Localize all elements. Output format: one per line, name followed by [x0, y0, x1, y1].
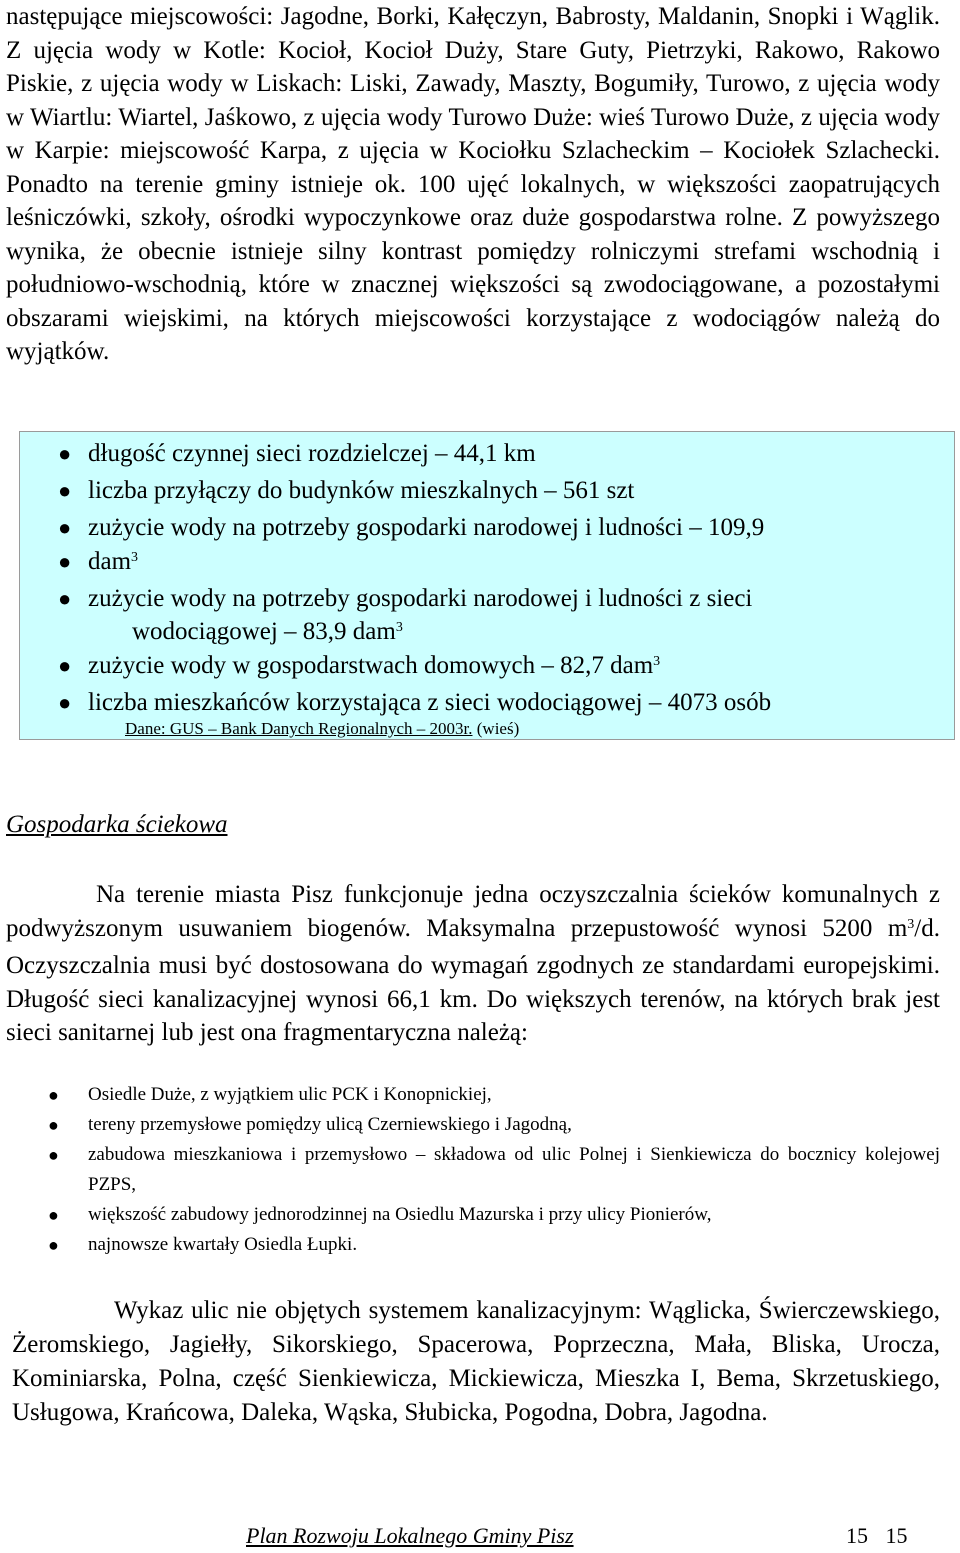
bullet-icon: ●: [58, 515, 72, 540]
unsewered-areas-list: [0, 1080, 940, 1260]
data-source-note: Dane: GUS – Bank Danych Regionalnych – 2003r. (wieś): [125, 719, 520, 738]
list-item: ● tereny przemysłowe pomiędzy ulicą Czerniewskiego i Jagodną,: [0, 1110, 940, 1140]
bullet-icon: ●: [58, 441, 72, 466]
list-item: ● Osiedle Duże, z wyjątkiem ulic PCK i Konopnickiej,: [0, 1080, 940, 1110]
bullet-icon: ●: [58, 690, 72, 715]
bullet-icon: ●: [48, 1145, 59, 1165]
list-item: ● najnowsze kwartały Osiedla Łupki.: [0, 1230, 940, 1260]
bullet-icon: ●: [58, 549, 72, 574]
bullet-icon: ●: [48, 1085, 59, 1105]
bullet-icon: ●: [58, 653, 72, 678]
paragraph-sewage: Na terenie miasta Pisz funkcjonuje jedna oczyszczalnia ścieków komunalnych z podwyższonym usuwaniem biogenów. Maksymalna przepustowość wynosi 5200 $m^3/d$. Oczyszczalnia musi być dostosowana do wymagań zgodnych ze standardami europejskimi. Długość sieci kanalizacyjnej wynosi 66,1 km. Do większych terenów, na których brak jest sieci sanitarnej lub jest ona fragmentaryczna należą:: [6, 881, 940, 1046]
footer-title: Plan Rozwoju Lokalnego Gminy Pisz: [246, 1523, 574, 1548]
list-item: ● większość zabudowy jednorodzinnej na Osiedlu Mazurska i przy ulicy Pionierów,: [0, 1200, 940, 1230]
bullet-icon: ●: [48, 1235, 59, 1255]
bullet-icon: ●: [48, 1205, 59, 1225]
bullet-icon: ●: [58, 478, 72, 503]
section-heading: Gospodarka ściekowa: [6, 811, 228, 838]
bullet-icon: ●: [48, 1115, 59, 1135]
paragraph-water-intakes: następujące miejscowości: Jagodne, Borki, Kałęczyn, Babrosty, Maldanin, Snopki i Wąglik. Z ujęcia wody w Kotle: Kocioł, Kocioł Duży, Stare Guty, Pietrzyki, Rakowo, Rakowo Piskie, z ujęcia wody w Liskach: Liski, Zawady, Maszty, Bogumiły, Turowo, z ujęcia wody w Wiartlu: Wiartel, Jaśkowo, z ujęcia wody Turowo Duże: wieś Turowo Duże, z ujęcia wody w Karpie: miejscowość Karpa, z ujęcia w Kociołku Szlacheckim – Kociołek Szlachecki. Ponadto na terenie gminy istnieje ok. 100 ujęć lokalnych, w większości zaopatrujących leśniczówki, szkoły, ośrodki wypoczynkowe oraz duże gospodarstwa rolne. Z powyższego wynika, że obecnie istnieje silny kontrast pomiędzy rolniczymi strefami wschodnią i południowo-wschodnią, które w znacznej większości są zwodociągowane, a pozostałymi obszarami wiejskimi, na których miejscowości korzystające z wodociągów należą do wyjątków.: [6, 3, 940, 365]
list-item: ● zabudowa mieszkaniowa i przemysłowo – składowa od ulic Polnej i Sienkiewicza do bocznicy kolejowej PZPS,: [0, 1140, 940, 1200]
bullet-icon: ●: [58, 586, 72, 611]
paragraph-streets-list: Wykaz ulic nie objętych systemem kanalizacyjnym: Wąglicka, Świerczewskiego, Żeromskiego, Jagiełły, Sikorskiego, Spacerowa, Poprzeczna, Mała, Bliska, Urocza, Kominiarska, Polna, część Sienkiewicza, Mickiewicza, Mieszka I, Bema, Skrzetuskiego, Usługowa, Krańcowa, Daleka, Wąska, Słubicka, Pogodna, Dobra, Jagodna.: [12, 1297, 940, 1426]
page-number: 15 15: [846, 1523, 908, 1548]
water-statistics-box: ● długość czynnej sieci rozdzielczej – 44,1 km ● liczba przyłączy do budynków mieszkalnych – 561 szt ● zużycie wody na potrzeby gospodarki narodowej i ludności – 109,9 ● dam$^3$ ● zużycie wody na potrzeby gospodarki narodowej i ludności z sieci wodociągowej – 83,9 dam$^3$ ● zużycie wody w gospodarstwach domowych – 82,7 dam$^3$ ● liczba mieszkańców korzystająca z sieci wodociągowej – 4073 osób Dane: GUS – Bank Danych Regionalnych – 2003r. (wieś): [19, 431, 955, 740]
